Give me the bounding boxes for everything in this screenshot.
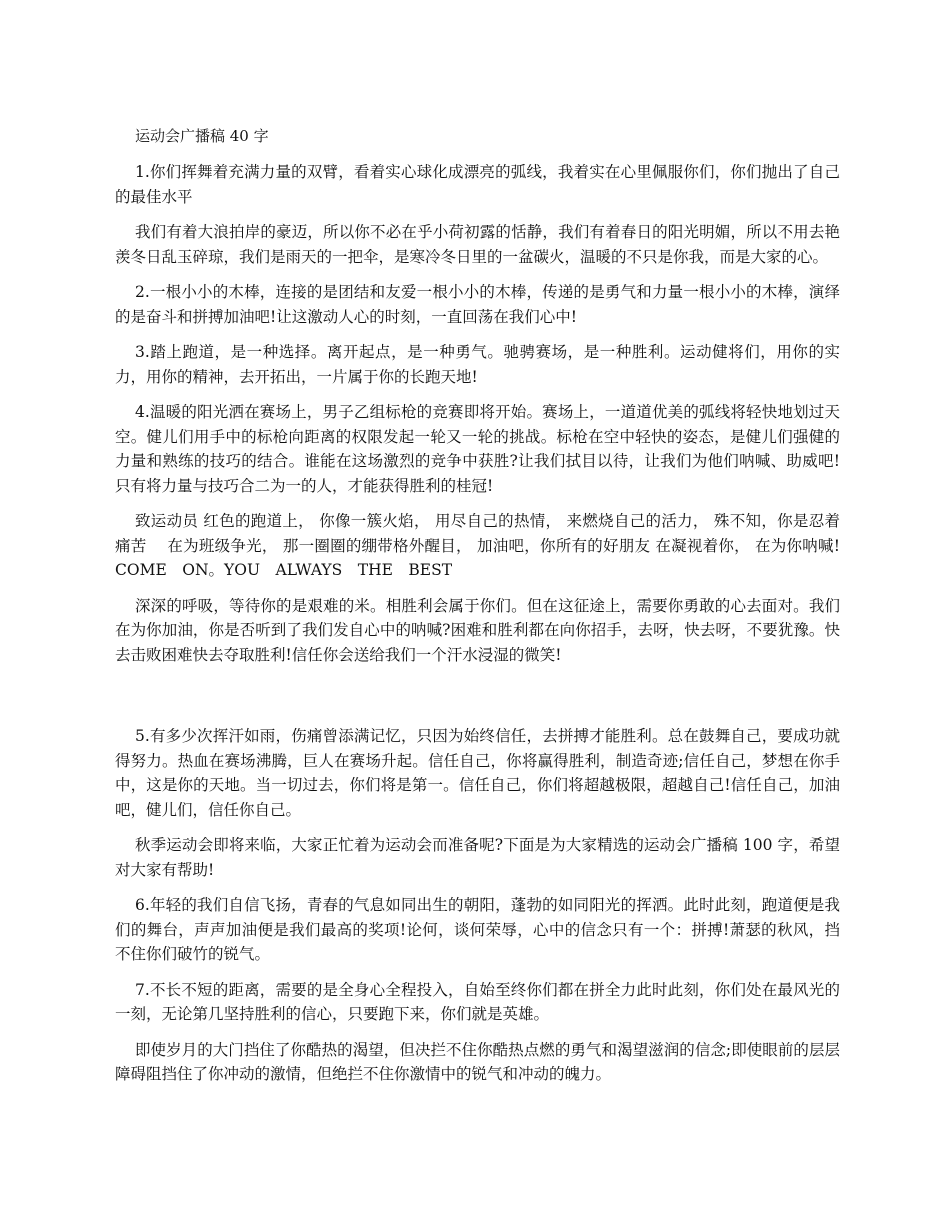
paragraph-10: 6.年轻的我们自信飞扬，青春的气息如同出生的朝阳，蓬勃的如同阳光的挥洒。此时此刻，跑道便是我们的舞台，声声加油便是我们最高的奖项!论何，谈何荣辱，心中的信念只有一个：拼搏!萧瑟的秋风，挡不住你们破竹的锐气。 <box>115 896 840 963</box>
paragraph-6: 致运动员 红色的跑道上， 你像一簇火焰， 用尽自己的热情， 来燃烧自己的活力， 殊不知，你是忍着痛苦 在为班级争光， 那一圈圈的绷带格外醒目， 加油吧，你所有的好朋友 在凝视着你， 在为你呐喊! COME ON。YOU ALWAYS THE BEST <box>115 512 840 579</box>
document-page <box>115 124 840 1098</box>
paragraph-2: 我们有着大浪拍岸的豪迈，所以你不必在乎小荷初露的恬静，我们有着春日的阳光明媚，所以不用去艳羡冬日乱玉碎琼，我们是雨天的一把伞，是寒冷冬日里的一盆碳火，温暖的不只是你我，而是大家的心。 <box>115 223 840 266</box>
paragraph-3: 2.一根小小的木棒，连接的是团结和友爱一根小小的木棒，传递的是勇气和力量一根小小的木棒，演绎的是奋斗和拼搏加油吧!让这激动人心的时刻，一直回荡在我们心中! <box>115 283 840 326</box>
paragraph-8: 5.有多少次挥汗如雨，伤痛曾添满记忆，只因为始终信任，去拼搏才能胜利。总在鼓舞自己，要成功就得努力。热血在赛场沸腾，巨人在赛场升起。信任自己，你将赢得胜利，制造奇迹;信任自己，梦想在你手中，这是你的天地。当一切过去，你们将是第一。信任自己，你们将超越极限，超越自己!信任自己，加油吧，健儿们，信任你自己。 <box>115 727 840 819</box>
paragraph-7: 深深的呼吸，等待你的是艰难的米。相胜利会属于你们。但在这征途上，需要你勇敢的心去面对。我们在为你加油，你是否听到了我们发自心中的呐喊?困难和胜利都在向你招手，去呀，快去呀，不要犹豫。快去击败困难快去夺取胜利!信任你会送给我们一个汗水浸湿的微笑! <box>115 596 840 664</box>
paragraph-1: 1.你们挥舞着充满力量的双臂，看着实心球化成漂亮的弧线，我着实在心里佩服你们，你们抛出了自己的最佳水平 <box>115 163 840 206</box>
paragraph-5: 4.温暖的阳光洒在赛场上，男子乙组标枪的竞赛即将开始。赛场上，一道道优美的弧线将轻快地划过天空。健儿们用手中的标枪向距离的权限发起一轮又一轮的挑战。标枪在空中轻快的姿态，是健儿们强健的力量和熟练的技巧的结合。谁能在这场激烈的竞争中获胜?让我们拭目以待，让我们为他们呐喊、助威吧!只有将力量与技巧合二为一的人，才能获得胜利的桂冠! <box>115 403 840 495</box>
document-title: 运动会广播稿 40 字 <box>135 127 269 145</box>
paragraph-11: 7.不长不短的距离，需要的是全身心全程投入，自始至终你们都在拼全力此时此刻，你们处在最风光的一刻，无论第几坚持胜利的信心，只要跑下来，你们就是英雄。 <box>115 980 840 1023</box>
paragraph-4: 3.踏上跑道，是一种选择。离开起点，是一种勇气。驰骋赛场，是一种胜利。运动健将们，用你的实力，用你的精神，去开拓出，一片属于你的长跑天地! <box>115 343 840 386</box>
section-gap <box>115 678 840 724</box>
paragraph-12: 即使岁月的大门挡住了你酷热的渴望，但决拦不住你酷热点燃的勇气和渴望滋润的信念;即使眼前的层层障碍阻挡住了你冲动的激情，但绝拦不住你激情中的锐气和冲动的魄力。 <box>115 1040 840 1083</box>
paragraph-9: 秋季运动会即将来临，大家正忙着为运动会而准备呢?下面是为大家精选的运动会广播稿 100 字，希望对大家有帮助! <box>115 836 840 879</box>
